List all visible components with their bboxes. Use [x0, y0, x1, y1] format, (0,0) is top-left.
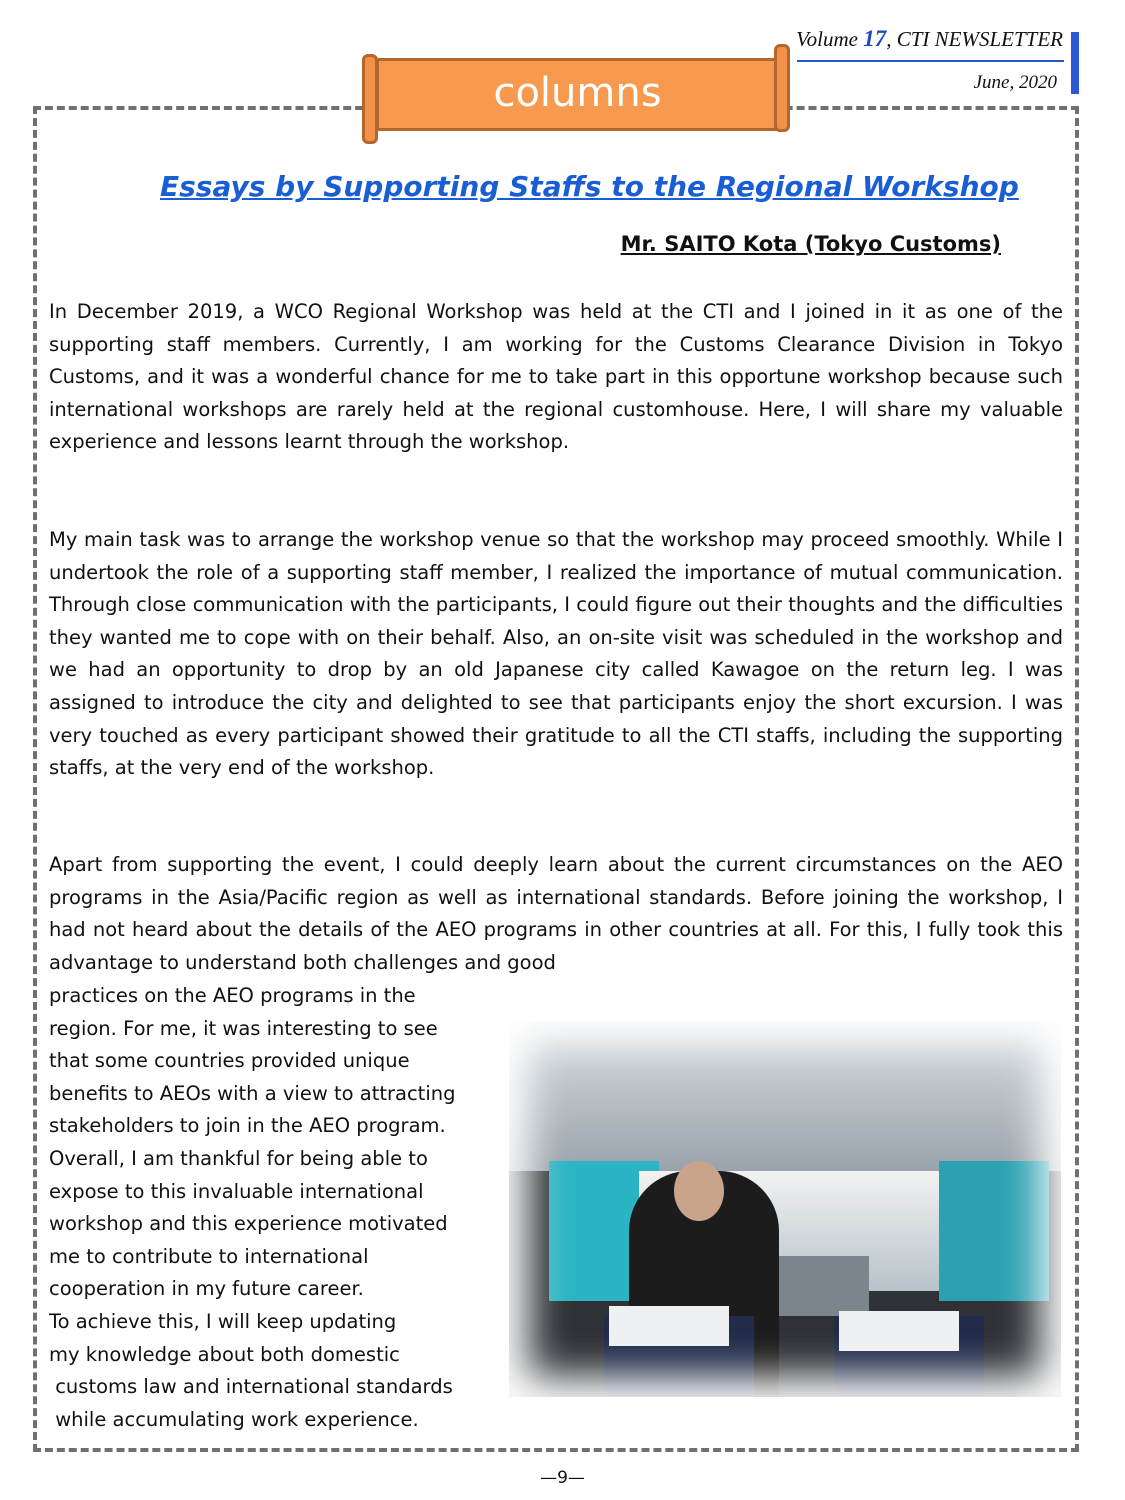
volume-number: 17: [863, 26, 887, 51]
paragraph-3-wrapped: [49, 980, 507, 1436]
article-author: Mr. SAITO Kota (Tokyo Customs): [620, 232, 1001, 256]
text-line: region. For me, it was interesting to see: [49, 1016, 438, 1040]
header-accent-bar: [1071, 32, 1079, 94]
bus-photo: [509, 1021, 1061, 1397]
text-line: To achieve this, I will keep updating: [49, 1309, 397, 1333]
text-line: expose to this invaluable international: [49, 1179, 424, 1203]
text-line: me to contribute to international: [49, 1244, 369, 1268]
text-line: workshop and this experience motivated: [49, 1212, 448, 1236]
newsletter-volume: [796, 26, 1063, 52]
photo-vignette: [509, 1021, 1061, 1397]
text-line: stakeholders to join in the AEO program.: [49, 1114, 446, 1138]
paragraph-3: Apart from supporting the event, I could deeply learn about the current circumstances on the AEO programs in the Asia/Pacific region as well as international standards. Before joining the workshop, I had not heard about the details of the AEO programs in other countries at all. For this, I fully took this advantage to understand both challenges and good: [49, 853, 1063, 974]
text-line: that some countries provided unique: [49, 1049, 410, 1073]
section-label: columns: [493, 70, 662, 116]
paragraph-1: In December 2019, a WCO Regional Workshop was held at the CTI and I joined in it as one of the supporting staff members. Currently, I am working for the Customs Clearance Division in Tokyo Customs, and it was a wonderful chance for me to take part in this opportune workshop because such international workshops are rarely held at the regional customhouse. Here, I will share my valuable experience and lessons learnt through the workshop.: [49, 300, 1063, 454]
text-line: Overall, I am thankful for being able to: [49, 1146, 428, 1170]
section-banner: [362, 44, 790, 146]
text-line: practices on the AEO programs in the: [49, 984, 416, 1007]
text-line: while accumulating work experience.: [49, 1407, 419, 1431]
text-line: my knowledge about both domestic: [49, 1342, 400, 1366]
page-number: —9—: [540, 1468, 585, 1488]
header-rule: [797, 60, 1064, 62]
volume-prefix: Volume: [796, 27, 858, 51]
text-line: cooperation in my future career.: [49, 1277, 364, 1301]
paragraph-2: My main task was to arrange the workshop venue so that the workshop may proceed smoothly. While I undertook the role of a supporting staff member, I realized the importance of mutual communication. Through close communication with the participants, I could figure out their thoughts and the difficulties they wanted me to cope with on their behalf. Also, an on-site visit was scheduled in the workshop and we had an opportunity to drop by an old Japanese city called Kawagoe on the return leg. I was assigned to introduce the city and delighted to see that participants enjoy the short excursion. I was very touched as every participant showed their gratitude to all the CTI staffs, including the supporting staffs, at the very end of the workshop.: [49, 528, 1063, 780]
volume-suffix: , CTI NEWSLETTER: [886, 27, 1063, 51]
issue-date: June, 2020: [973, 72, 1057, 93]
text-line: benefits to AEOs with a view to attracting: [49, 1081, 456, 1105]
article-title[interactable]: Essays by Supporting Staffs to the Regional Workshop: [160, 170, 1019, 203]
text-line: customs law and international standards: [49, 1375, 453, 1399]
